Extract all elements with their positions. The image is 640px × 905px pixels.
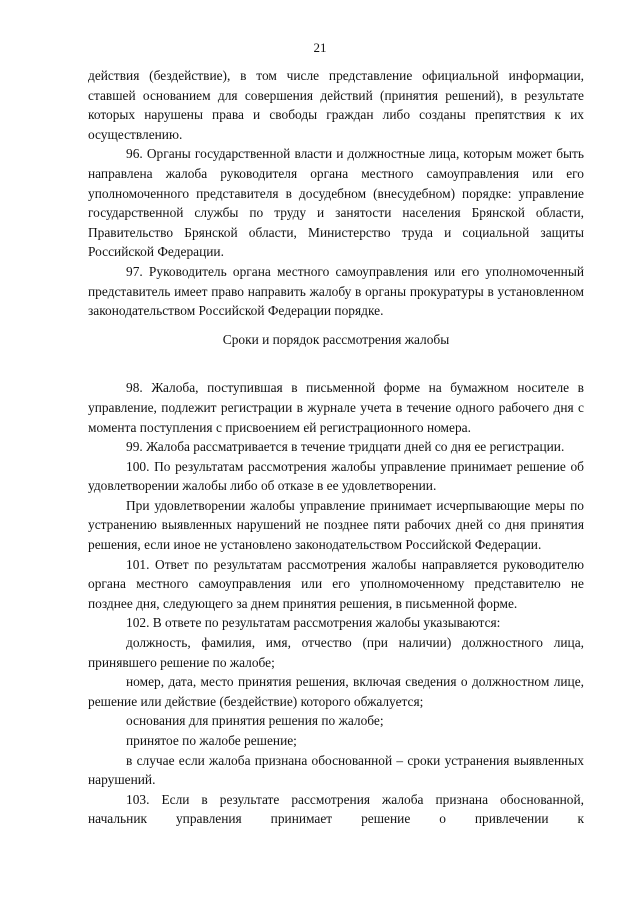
paragraph-98: 98. Жалоба, поступившая в письменной форме на бумажном носителе в управление, подлежит регистрации в журнале учета в течение одного рабочего дня с момента поступления с присвоением ей регистрационного номера.: [88, 380, 584, 435]
list-item-official: должность, фамилия, имя, отчество (при наличии) должностного лица, принявшего решение по жалобе;: [88, 635, 584, 670]
section-heading: Сроки и порядок рассмотрения жалобы: [222, 331, 450, 347]
list-item-decision-details: номер, дата, место принятия решения, включая сведения о должностном лице, решение или действие (бездействие) которого обжалуется;: [88, 674, 584, 709]
paragraph-100-measures: При удовлетворении жалобы управление принимает исчерпывающие меры по устранению выявленных нарушений не позднее пяти рабочих дней со дня принятия решения, если иное не установлено законодательством Российской Федерации.: [88, 497, 584, 553]
paragraph-99: 99. Жалоба рассматривается в течение тридцати дней со дня ее регистрации.: [126, 439, 565, 455]
paragraph-101: 101. Ответ по результатам рассмотрения жалобы направляется руководителю органа местного самоуправления или его уполномоченному представителю не позднее дня, следующего за днем принятия решения, в письменной форме.: [88, 556, 584, 611]
paragraph-103: 103. Если в результате рассмотрения жалоба признана обоснованной, начальник управления принимает решение о привлечении к: [88, 791, 584, 827]
paragraph-102: 102. В ответе по результатам рассмотрения жалобы указываются:: [126, 615, 501, 631]
list-item-decision: принятое по жалобе решение;: [126, 733, 297, 748]
paragraph-97: 97. Руководитель органа местного самоуправления или его уполномоченный представитель имеет право направить жалобу в органы прокуратуры в установленном законодательством Российской Федерации порядке.: [88, 263, 584, 319]
paragraph-96: 96. Органы государственной власти и должностные лица, которым может быть направлена жалоба руководителя органа местного самоуправления или его уполномоченного представителя в досудебном (внесудебном) порядке: управление государственной службы по труду и занятости населения Брянской области, Правительство Брянской области, Министерство труда и социальной защиты Российской Федерации.: [88, 146, 584, 260]
list-item-deadlines: в случае если жалоба признана обоснованной – сроки устранения выявленных нарушений.: [88, 752, 584, 788]
list-item-grounds: основания для принятия решения по жалобе;: [126, 713, 384, 729]
paragraph-100: 100. По результатам рассмотрения жалобы управление принимает решение об удовлетворении жалобы либо об отказе в ее удовлетворении.: [88, 458, 584, 494]
page-number: 21: [313, 40, 327, 55]
paragraph-continuation: действия (бездействие), в том числе представление официальной информации, ставшей основанием для совершения действий (принятия решений), в результате которых нарушены права и свободы граждан либо созданы препятствия к их осуществлению.: [88, 68, 584, 142]
document-body: [88, 66, 584, 829]
